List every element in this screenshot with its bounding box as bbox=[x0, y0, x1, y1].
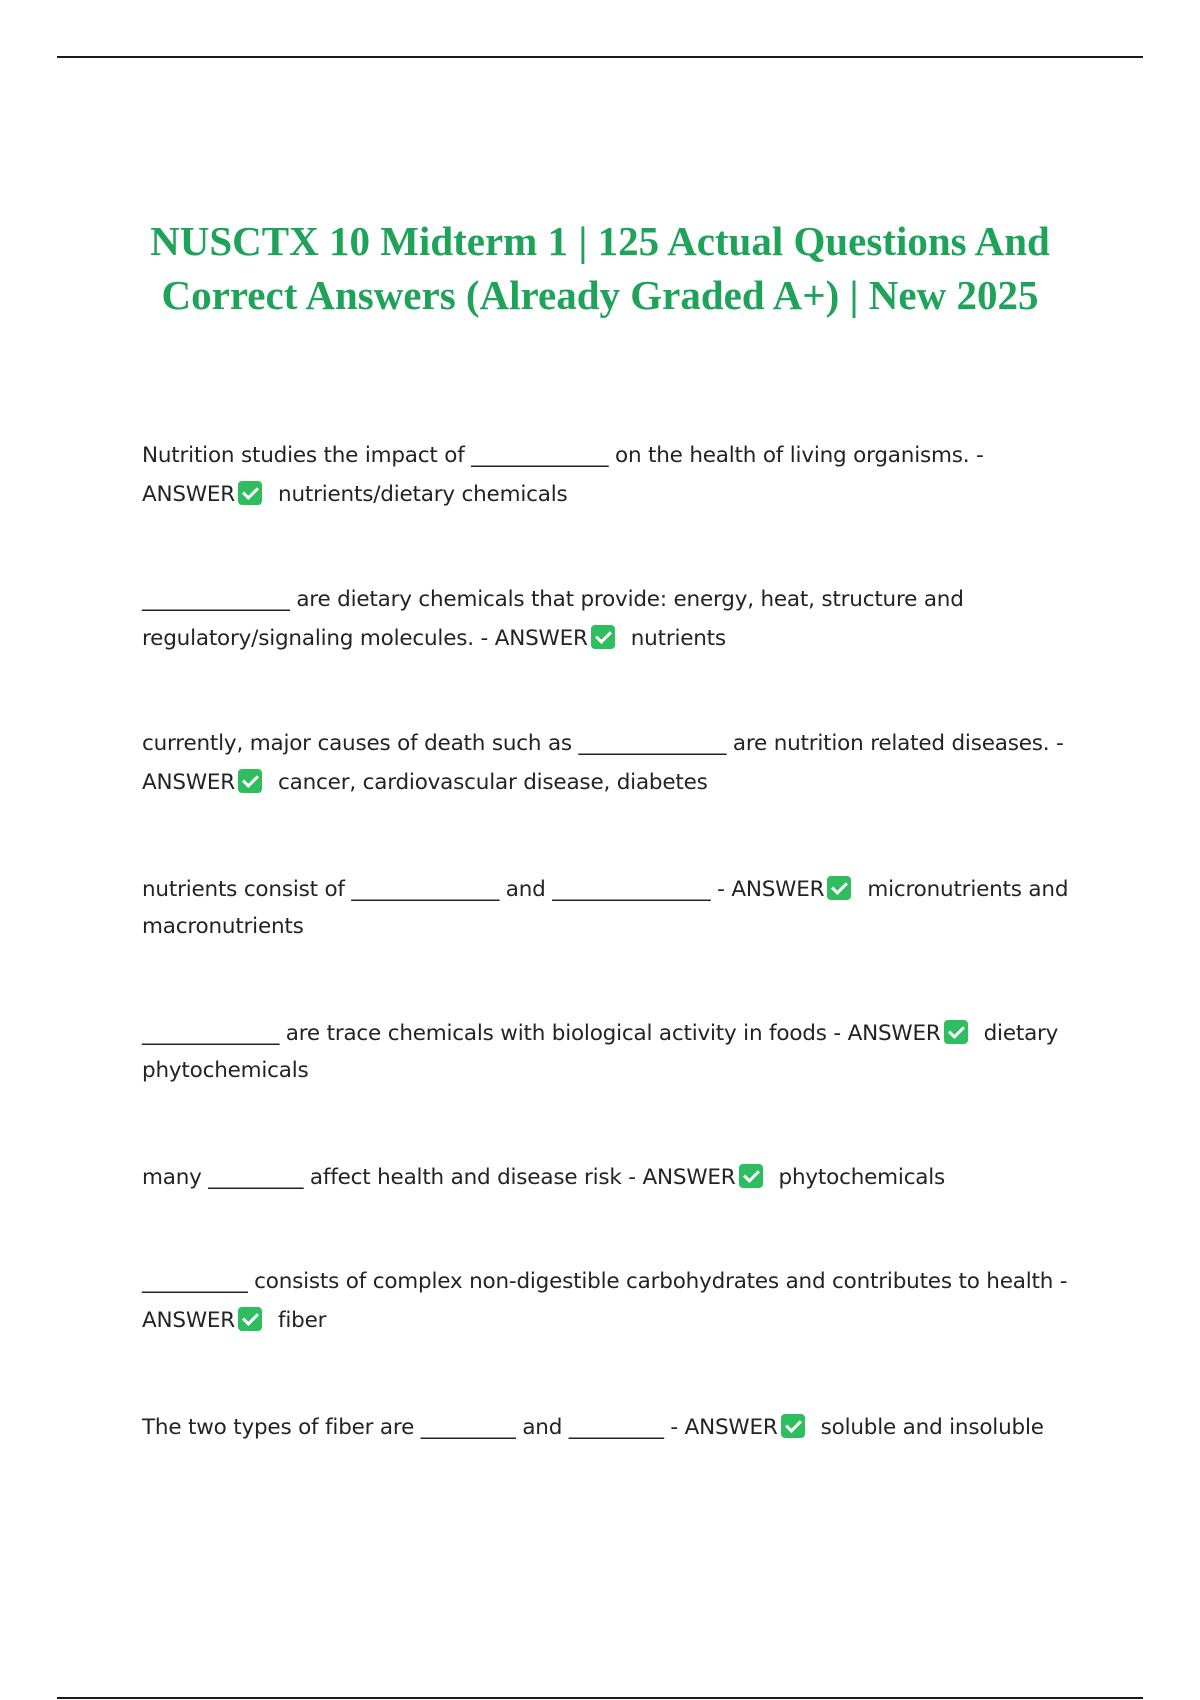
question-text: __________ consists of complex non-digestible carbohydrates and contributes to health bbox=[142, 1269, 1054, 1294]
qa-item-5 bbox=[142, 1015, 1072, 1089]
question-text: nutrients consist of ______________ and _______________ bbox=[142, 877, 711, 902]
green-checkmark-icon bbox=[591, 625, 615, 649]
answer-text: nutrients/dietary chemicals bbox=[278, 482, 568, 507]
answer-label: - ANSWER bbox=[628, 1165, 736, 1190]
answer-label: - ANSWER bbox=[670, 1415, 778, 1440]
qa-item-8 bbox=[142, 1409, 1072, 1446]
answer-text: fiber bbox=[278, 1308, 327, 1333]
qa-item-4 bbox=[142, 871, 1072, 945]
answer-label: - ANSWER bbox=[480, 626, 588, 651]
question-text: The two types of fiber are _________ and _________ bbox=[142, 1415, 664, 1440]
question-text: currently, major causes of death such as ______________ are nutrition related diseases. bbox=[142, 731, 1050, 756]
question-text: many _________ affect health and disease risk bbox=[142, 1165, 622, 1190]
bottom-divider bbox=[57, 1697, 1143, 1699]
answer-text: phytochemicals bbox=[778, 1165, 946, 1190]
question-text: Nutrition studies the impact of _____________ on the health of living organisms. bbox=[142, 443, 970, 468]
answer-text: dietary phytochemicals bbox=[142, 1021, 1059, 1083]
green-checkmark-icon bbox=[238, 1307, 262, 1331]
answer-label: - ANSWER bbox=[717, 877, 825, 902]
green-checkmark-icon bbox=[739, 1164, 763, 1188]
qa-item-2 bbox=[142, 580, 1072, 658]
answer-label: - ANSWER bbox=[833, 1021, 941, 1046]
question-text: ______________ are dietary chemicals that provide: energy, heat, structure and regulatory/signaling molecules. bbox=[142, 587, 964, 651]
document-title: NUSCTX 10 Midterm 1 | 125 Actual Questions And Correct Answers (Already Graded A+) | New 2025 bbox=[150, 218, 1050, 318]
qa-item-6 bbox=[142, 1158, 1072, 1197]
green-checkmark-icon bbox=[238, 481, 262, 505]
qa-item-1 bbox=[142, 436, 1072, 514]
top-divider bbox=[57, 56, 1143, 58]
answer-label: - ANSWER bbox=[142, 1269, 1068, 1333]
green-checkmark-icon bbox=[944, 1020, 968, 1044]
qa-item-3 bbox=[142, 724, 1072, 802]
answer-text: micronutrients and macronutrients bbox=[142, 877, 1069, 939]
green-checkmark-icon bbox=[827, 876, 851, 900]
question-text: _____________ are trace chemicals with biological activity in foods bbox=[142, 1021, 827, 1046]
green-checkmark-icon bbox=[238, 769, 262, 793]
answer-text: nutrients bbox=[630, 626, 726, 651]
answer-label: - ANSWER bbox=[142, 731, 1064, 795]
answer-text: soluble and insoluble bbox=[820, 1415, 1044, 1440]
answer-text: cancer, cardiovascular disease, diabetes bbox=[278, 770, 708, 795]
qa-item-7 bbox=[142, 1262, 1072, 1340]
answer-label: - ANSWER bbox=[142, 443, 984, 507]
green-checkmark-icon bbox=[781, 1414, 805, 1438]
